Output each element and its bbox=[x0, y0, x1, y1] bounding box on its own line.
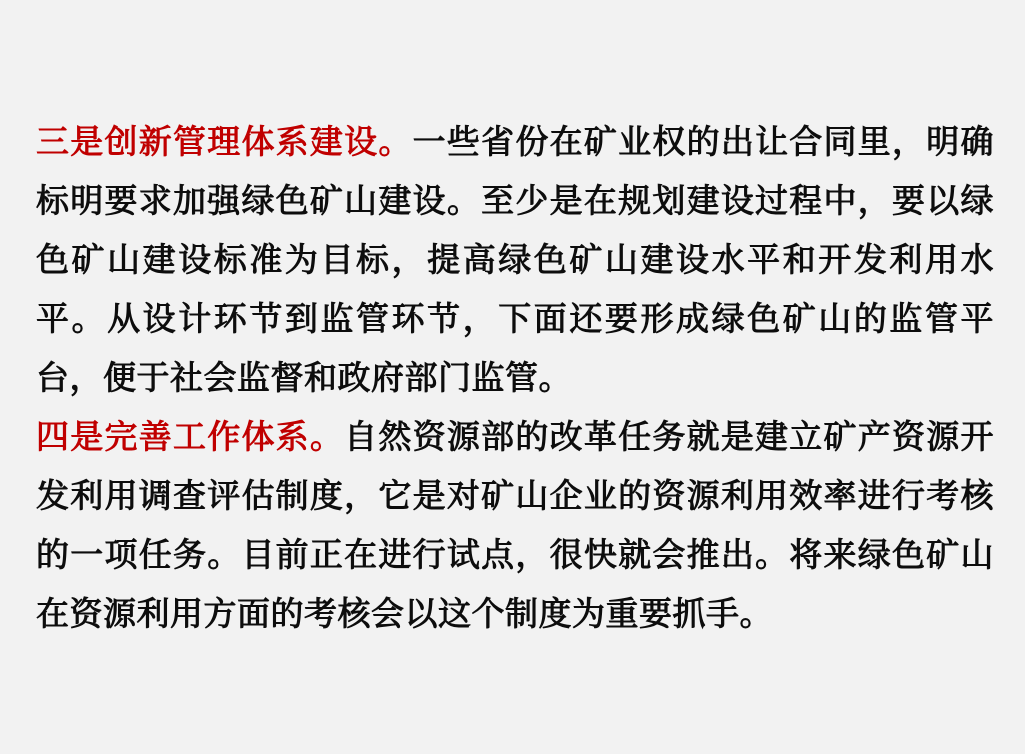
paragraph-item bbox=[36, 112, 994, 407]
slide-text-body bbox=[36, 112, 994, 643]
paragraph-text: 自然资源部的改革任务就是建立矿产资源开发利用调查评估制度，它是对矿山企业的资源利用效率进行考核的一项任务。目前正在进行试点，很快就会推出。将来绿色矿山在资源利用方面的考核会以这个制度为重要抓手。 bbox=[36, 417, 995, 633]
paragraph-lead: 四是完善工作体系。 bbox=[36, 417, 345, 456]
paragraph-item bbox=[36, 407, 994, 643]
paragraph-text: 一些省份在矿业权的出让合同里，明确标明要求加强绿色矿山建设。至少是在规划建设过程中，要以绿色矿山建设标准为目标，提高绿色矿山建设水平和开发利用水平。从设计环节到监管环节，下面还要形成绿色矿山的监管平台，便于社会监督和政府部门监管。 bbox=[36, 122, 995, 397]
paragraph-lead: 三是创新管理体系建设。 bbox=[36, 122, 413, 161]
